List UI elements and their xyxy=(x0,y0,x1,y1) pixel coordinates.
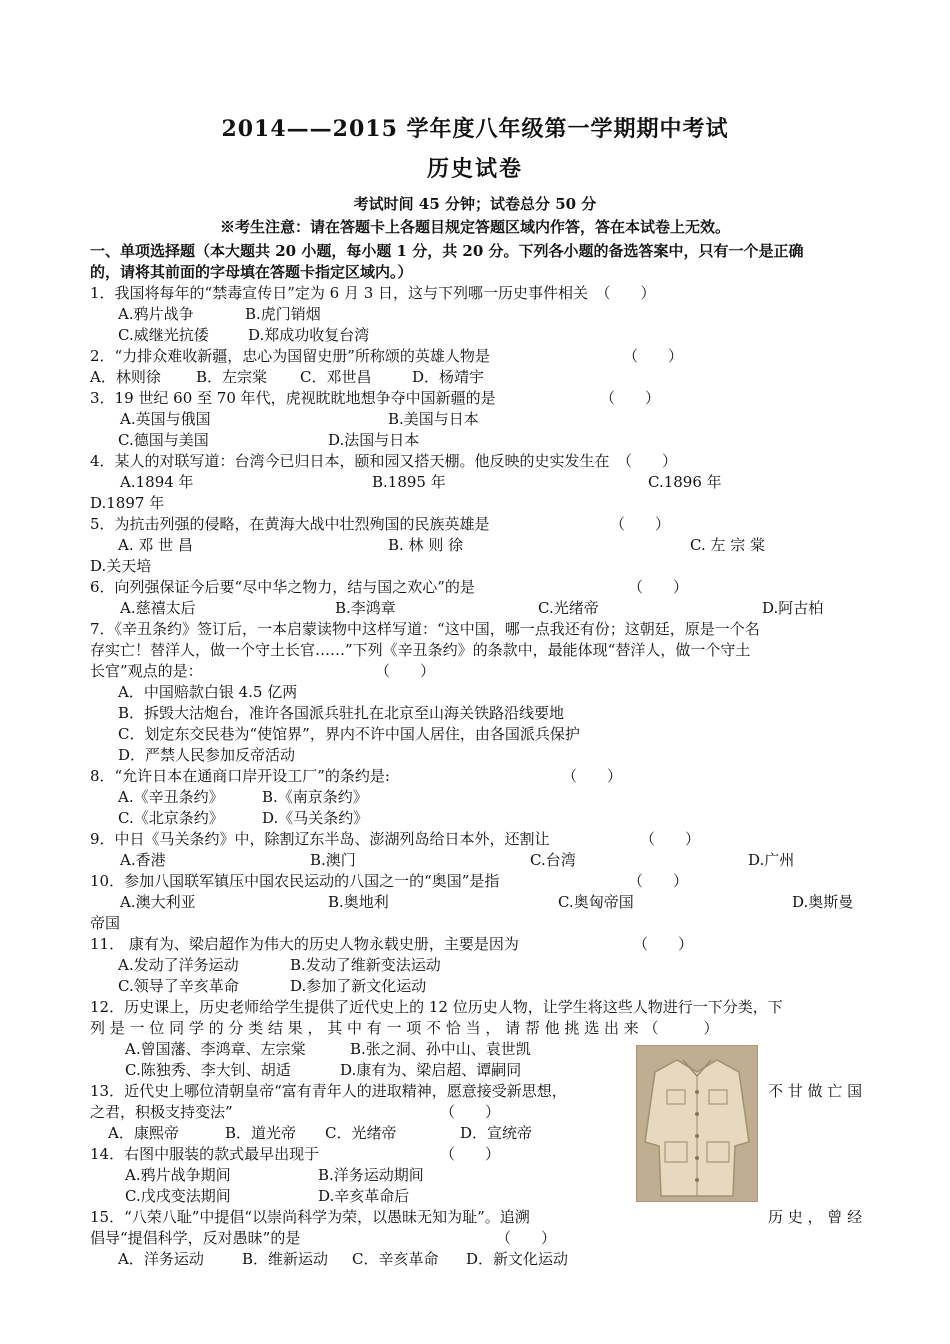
q3-option-d: D.法国与日本 xyxy=(328,431,420,449)
q4-option-a: A.1894 年 xyxy=(120,473,194,491)
q5-answer-paren: （ ） xyxy=(610,515,671,533)
q9-answer-paren: （ ） xyxy=(640,830,701,848)
q15-option-a: A．洋务运动 xyxy=(118,1250,204,1268)
q10-option-d: D.奥斯曼 xyxy=(792,893,854,911)
question-13-cont: 不 甘 做 亡 国 xyxy=(768,1082,863,1100)
q12-option-b: B.张之洞、孙中山、袁世凯 xyxy=(350,1040,531,1058)
exam-title: 2014——2015 学年度八年级第一学期期中考试 xyxy=(221,116,729,142)
q14-option-b: B.洋务运动期间 xyxy=(318,1166,424,1184)
question-13-line2: 之君，积极支持变法” xyxy=(90,1103,233,1121)
section-heading: 一、单项选择题（本大题共 20 小题，每小题 1 分，共 20 分。下列各小题的备选答案中，只有一个是正确 xyxy=(90,242,804,260)
q10-answer-paren: （ ） xyxy=(628,872,689,890)
q10-option-b: B.奥地利 xyxy=(328,893,389,911)
question-11: 11． 康有为、梁启超作为伟大的历史人物永载史册，主要是因为 xyxy=(90,935,519,953)
q7-option-c: C．划定东交民巷为“使馆界”，界内不许中国人居住，由各国派兵保护 xyxy=(118,725,580,743)
exam-subtitle: 历史试卷 xyxy=(426,156,523,182)
q6-answer-paren: （ ） xyxy=(628,578,689,596)
q5-option-c: C. 左 宗 棠 xyxy=(690,536,766,554)
q8-option-b: B.《南京条约》 xyxy=(262,788,368,806)
q3-option-c: C.德国与美国 xyxy=(118,431,209,449)
q14-option-d: D.辛亥革命后 xyxy=(318,1187,410,1205)
q8-option-a: A.《辛丑条约》 xyxy=(118,788,224,806)
q10-option-c: C.奥匈帝国 xyxy=(558,893,634,911)
question-12: 12．历史课上，历史老师给学生提供了近代史上的 12 位历史人物，让学生将这些人物进行一下分类，下 xyxy=(90,998,783,1016)
q14-option-a: A.鸦片战争期间 xyxy=(125,1166,231,1184)
q2-answer-paren: （ ） xyxy=(623,347,684,365)
question-10: 10．参加八国联军镇压中国农民运动的八国之一的“奥国”是指 xyxy=(90,872,500,890)
question-15-cont: 历 史 ， 曾 经 xyxy=(768,1208,863,1226)
q6-option-c: C.光绪帝 xyxy=(538,599,599,617)
q13-option-c: C．光绪帝 xyxy=(325,1124,397,1142)
q9-option-b: B.澳门 xyxy=(310,851,356,869)
q2-option-a: A．林则徐 xyxy=(90,368,161,386)
q11-option-c: C.领导了辛亥革命 xyxy=(118,977,239,995)
question-5: 5．为抗击列强的侵略，在黄海大战中壮烈殉国的民族英雄是 xyxy=(90,515,490,533)
q11-option-b: B.发动了维新变法运动 xyxy=(290,956,441,974)
q13-option-a: A．康熙帝 xyxy=(108,1124,179,1142)
question-14: 14．右图中服装的款式最早出现于 xyxy=(90,1145,320,1163)
q10-option-d-cont: 帝国 xyxy=(90,914,121,932)
q11-option-a: A.发动了洋务运动 xyxy=(118,956,239,974)
zhongshan-suit-image xyxy=(636,1045,758,1202)
q1-option-a: A.鸦片战争 xyxy=(118,305,194,323)
q6-option-b: B.李鸿章 xyxy=(335,599,396,617)
q9-option-a: A.香港 xyxy=(120,851,166,869)
q2-option-b: B．左宗棠 xyxy=(196,368,268,386)
q6-option-a: A.慈禧太后 xyxy=(120,599,196,617)
q8-option-c: C.《北京条约》 xyxy=(118,809,224,827)
question-7: 7．《辛丑条约》签订后，一本启蒙读物中这样写道：“这中国，哪一点我还有份；这朝廷，原是一个名 xyxy=(90,620,760,638)
q3-option-b: B.美国与日本 xyxy=(388,410,479,428)
question-9: 9．中日《马关条约》中，除割辽东半岛、澎湖列岛给日本外，还割让 xyxy=(90,830,550,848)
q4-option-b: B.1895 年 xyxy=(372,473,446,491)
q14-answer-paren: （ ） xyxy=(440,1145,501,1163)
question-2: 2．“力排众难收新疆，忠心为国留史册”所称颂的英雄人物是 xyxy=(90,347,490,365)
q11-option-d: D.参加了新文化运动 xyxy=(290,977,427,995)
q15-option-d: D．新文化运动 xyxy=(466,1250,569,1268)
question-15: 15．“八荣八耻”中提倡“以崇尚科学为荣，以愚昧无知为耻”。追溯 xyxy=(90,1208,530,1226)
q3-option-a: A.英国与俄国 xyxy=(120,410,211,428)
q2-option-c: C．邓世昌 xyxy=(300,368,372,386)
q3-answer-paren: （ ） xyxy=(600,389,661,407)
q10-option-a: A.澳大利亚 xyxy=(120,893,196,911)
q13-answer-paren: （ ） xyxy=(440,1103,501,1121)
q15-answer-paren: （ ） xyxy=(496,1229,557,1247)
exam-notice: ※考生注意：请在答题卡上各题目规定答题区域内作答，答在本试卷上无效。 xyxy=(219,218,730,236)
q1-option-c: C.威继光抗倭 xyxy=(118,326,209,344)
q15-option-c: C．辛亥革命 xyxy=(352,1250,439,1268)
q7-option-d: D．严禁人民参加反帝活动 xyxy=(118,746,296,764)
q13-option-d: D．宣统帝 xyxy=(460,1124,533,1142)
question-8: 8．“允许日本在通商口岸开设工厂”的条约是: xyxy=(90,767,390,785)
question-12-line2: 列 是 一 位 同 学 的 分 类 结 果 ， 其 中 有 一 项 不 恰 当 ， 请 帮 他 挑 选 出 来 （ ） xyxy=(90,1019,719,1037)
q2-option-d: D．杨靖宇 xyxy=(412,368,485,386)
q9-option-d: D.广州 xyxy=(748,851,795,869)
q7-answer-paren: （ ） xyxy=(375,662,436,680)
q15-option-b: B．维新运动 xyxy=(242,1250,329,1268)
q4-option-c: C.1896 年 xyxy=(648,473,722,491)
q6-option-d: D.阿古柏 xyxy=(762,599,824,617)
q5-option-d: D.关天培 xyxy=(90,557,152,575)
question-7-line2: 存实亡！替洋人，做一个守土长官……”下列《辛丑条约》的条款中，最能体现“替洋人，做一个守土 xyxy=(90,641,751,659)
q7-option-b: B．拆毁大沽炮台，准许各国派兵驻扎在北京至山海关铁路沿线要地 xyxy=(118,704,565,722)
q5-option-a: A. 邓 世 昌 xyxy=(118,536,193,554)
q1-option-b: B.虎门销烟 xyxy=(245,305,321,323)
q1-option-d: D.郑成功收复台湾 xyxy=(248,326,370,344)
question-7-line3: 长官”观点的是： xyxy=(90,662,203,680)
q4-option-d: D.1897 年 xyxy=(90,494,165,512)
q9-option-c: C.台湾 xyxy=(530,851,576,869)
q8-option-d: D.《马关条约》 xyxy=(262,809,369,827)
q12-option-c: C.陈独秀、李大钊、胡适 xyxy=(125,1061,291,1079)
q11-answer-paren: （ ） xyxy=(633,935,694,953)
exam-info: 考试时间 45 分钟；试卷总分 50 分 xyxy=(353,195,597,213)
question-15-line2: 倡导“提倡科学，反对愚昧”的是 xyxy=(90,1229,301,1247)
q12-option-d: D.康有为、梁启超、谭嗣同 xyxy=(340,1061,522,1079)
question-1: 1．我国将每年的“禁毒宣传日”定为 6 月 3 日，这与下列哪一历史事件相关 （ ） xyxy=(90,284,656,302)
q13-option-b: B．道光帝 xyxy=(225,1124,297,1142)
question-6: 6．向列强保证今后要“尽中华之物力，结与国之欢心”的是 xyxy=(90,578,475,596)
question-4: 4．某人的对联写道：台湾今已归日本，颐和园又搭天棚。他反映的史实发生在 （ ） xyxy=(90,452,678,470)
q5-option-b: B. 林 则 徐 xyxy=(388,536,464,554)
question-13: 13．近代史上哪位清朝皇帝“富有青年人的进取精神，愿意接受新思想， xyxy=(90,1082,567,1100)
q12-option-a: A.曾国藩、李鸿章、左宗棠 xyxy=(125,1040,306,1058)
question-3: 3．19 世纪 60 至 70 年代，虎视眈眈地想争夺中国新疆的是 xyxy=(90,389,496,407)
q8-answer-paren: （ ） xyxy=(562,767,623,785)
section-heading-cont: 的，请将其前面的字母填在答题卡指定区域内。） xyxy=(90,263,413,281)
q14-option-c: C.戊戌变法期间 xyxy=(125,1187,231,1205)
q7-option-a: A．中国赔款白银 4.5 亿两 xyxy=(118,683,298,701)
